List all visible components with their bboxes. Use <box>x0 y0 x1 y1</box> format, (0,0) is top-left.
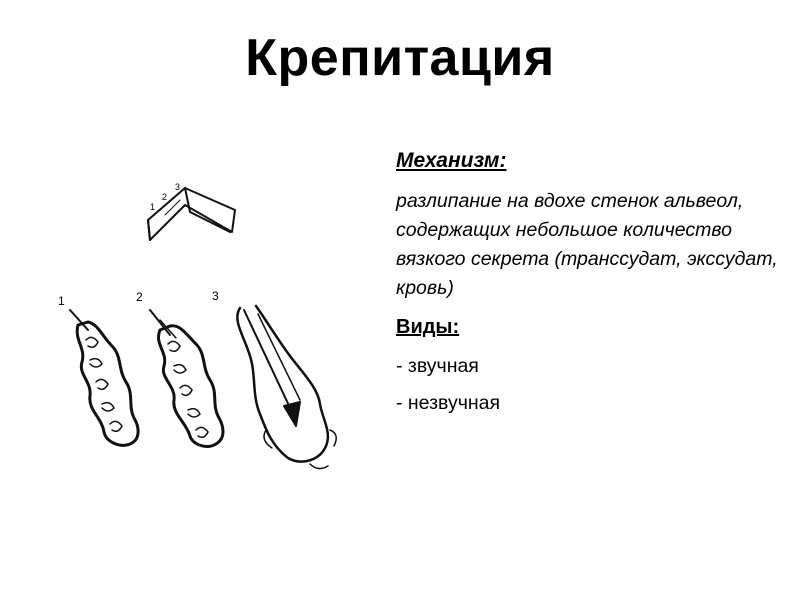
bronchiole-stage-3 <box>237 306 336 469</box>
type-item: - незвучная <box>396 392 501 414</box>
content-text-block <box>396 146 791 426</box>
mechanism-description: разлипание на вдохе стенок альвеол, содержащих небольшое количество вязкого секрета (транссудат, экссудат, кровь) <box>396 190 778 299</box>
inset-label-3: 3 <box>175 182 181 192</box>
inset-label-1: 1 <box>150 202 156 212</box>
types-heading: Виды: <box>396 316 460 338</box>
bronchiole-stage-1 <box>70 310 138 445</box>
bronchiole-stage-2 <box>150 310 223 446</box>
alveoli-illustration <box>30 160 360 510</box>
stage-2-label: 2 <box>136 290 143 304</box>
alveoli-drawing <box>30 160 360 510</box>
inset-label-2: 2 <box>162 192 168 202</box>
slide-title: Крепитация <box>245 29 555 87</box>
type-item: - звучная <box>396 355 479 377</box>
mechanism-heading: Механизм: <box>396 149 507 172</box>
stage-3-label: 3 <box>212 289 219 303</box>
stage-1-label: 1 <box>58 294 65 308</box>
